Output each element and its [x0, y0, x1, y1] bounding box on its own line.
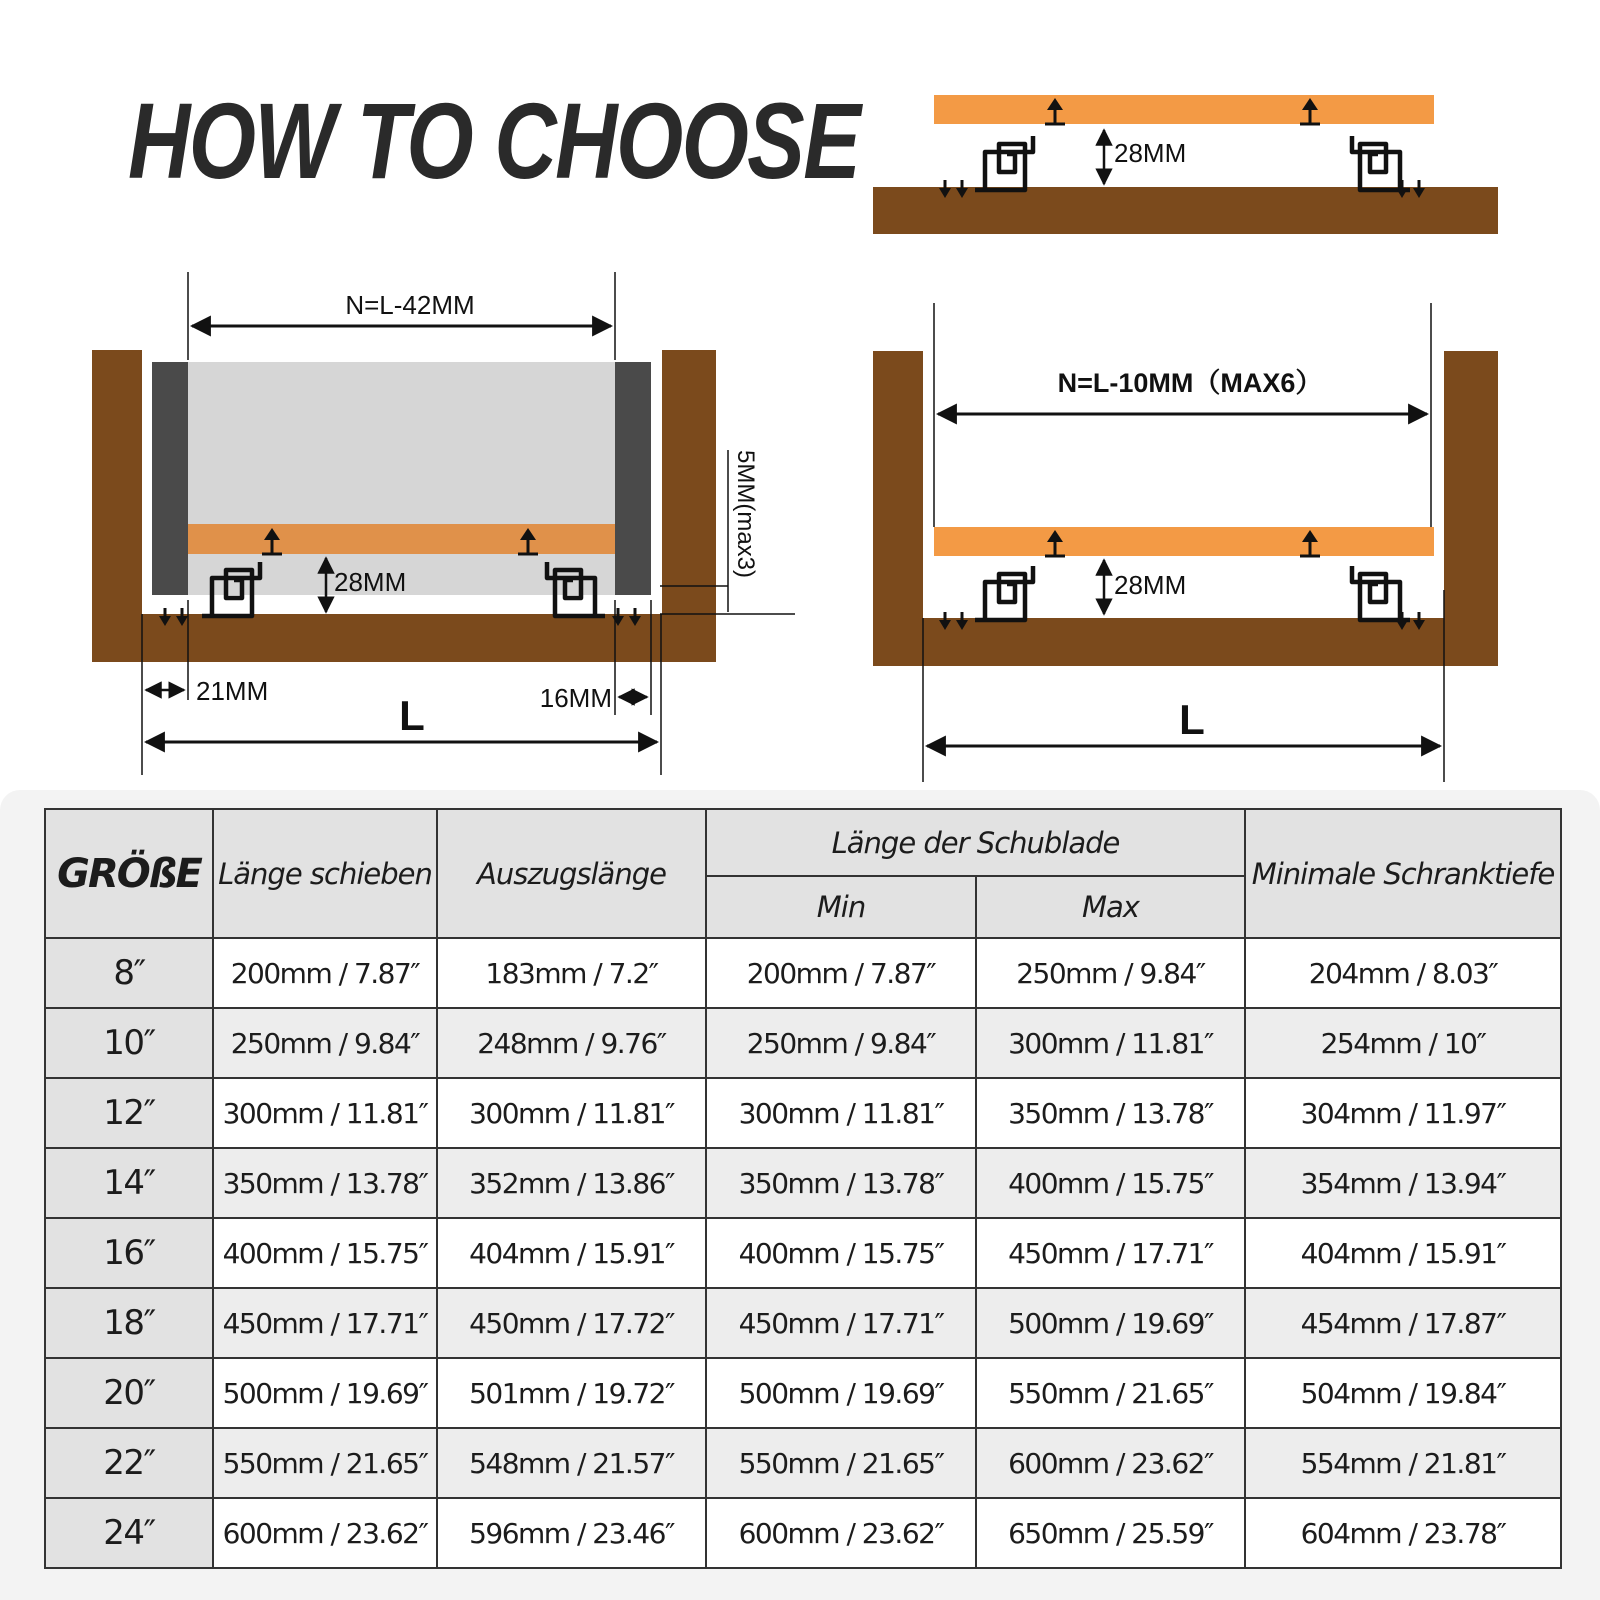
drawer-min-cell: 300mm / 11.81″: [706, 1078, 976, 1148]
drawer-min-cell: 600mm / 23.62″: [706, 1498, 976, 1568]
cabinet-depth-cell: 554mm / 21.81″: [1245, 1428, 1561, 1498]
header-max: Max: [976, 876, 1245, 938]
size-cell: 16″: [45, 1218, 213, 1288]
formula-label: N=L-42MM: [345, 290, 475, 320]
drawer-max-cell: 300mm / 11.81″: [976, 1008, 1245, 1078]
drawer-max-cell: 500mm / 19.69″: [976, 1288, 1245, 1358]
size-table: [44, 808, 1562, 1569]
table-row: [45, 1288, 1561, 1358]
slide-rail-icon: [1352, 566, 1410, 620]
length-label: L: [1179, 696, 1205, 743]
drawer-min-cell: 450mm / 17.71″: [706, 1288, 976, 1358]
cabinet-depth-cell: 454mm / 17.87″: [1245, 1288, 1561, 1358]
side-mount-diagram: [92, 272, 795, 775]
top-mount-diagram: [873, 95, 1498, 234]
size-cell: 18″: [45, 1288, 213, 1358]
extension-length-cell: 404mm / 15.91″: [437, 1218, 706, 1288]
header-drawer-length: Länge der Schublade: [706, 809, 1245, 876]
size-cell: 8″: [45, 938, 213, 1008]
cabinet-depth-cell: 604mm / 23.78″: [1245, 1498, 1561, 1568]
drawer-max-cell: 650mm / 25.59″: [976, 1498, 1245, 1568]
side-panel-right: [615, 362, 651, 595]
table-row: [45, 1148, 1561, 1218]
drawer-min-cell: 250mm / 9.84″: [706, 1008, 976, 1078]
drawer-max-cell: 350mm / 13.78″: [976, 1078, 1245, 1148]
cabinet-depth-cell: 504mm / 19.84″: [1245, 1358, 1561, 1428]
drawer-board: [934, 95, 1434, 124]
slide-length-cell: 300mm / 11.81″: [213, 1078, 437, 1148]
length-label: L: [399, 692, 425, 739]
drawer-max-cell: 600mm / 23.62″: [976, 1428, 1245, 1498]
extension-length-cell: 183mm / 7.2″: [437, 938, 706, 1008]
table-row: [45, 1428, 1561, 1498]
extension-length-cell: 450mm / 17.72″: [437, 1288, 706, 1358]
slide-length-cell: 500mm / 19.69″: [213, 1358, 437, 1428]
extension-length-cell: 300mm / 11.81″: [437, 1078, 706, 1148]
drawer-max-cell: 450mm / 17.71″: [976, 1218, 1245, 1288]
right-gap-label: 16MM: [539, 683, 612, 713]
left-gap-label: 21MM: [196, 676, 269, 706]
drawer-min-cell: 400mm / 15.75″: [706, 1218, 976, 1288]
header-min: Min: [706, 876, 976, 938]
drawer-board: [188, 524, 615, 554]
table-row: [45, 1218, 1561, 1288]
size-cell: 10″: [45, 1008, 213, 1078]
height-label: 28MM: [334, 567, 407, 597]
installation-diagrams: [0, 0, 1600, 790]
table-row: [45, 1498, 1561, 1568]
slide-length-cell: 250mm / 9.84″: [213, 1008, 437, 1078]
height-label: 28MM: [1114, 570, 1187, 600]
header-size: GRÖßE: [45, 809, 213, 938]
slide-length-cell: 450mm / 17.71″: [213, 1288, 437, 1358]
vertical-label: 5MM(max3): [732, 450, 759, 579]
cabinet-depth-cell: 304mm / 11.97″: [1245, 1078, 1561, 1148]
size-cell: 22″: [45, 1428, 213, 1498]
slide-length-cell: 600mm / 23.62″: [213, 1498, 437, 1568]
formula-label: N=L-10MM（MAX6）: [1057, 368, 1323, 398]
header-extension-length: Auszugslänge: [437, 809, 706, 938]
size-cell: 20″: [45, 1358, 213, 1428]
drawer-min-cell: 200mm / 7.87″: [706, 938, 976, 1008]
slide-length-cell: 550mm / 21.65″: [213, 1428, 437, 1498]
bottom-mount-diagram: [873, 303, 1498, 782]
drawer-min-cell: 500mm / 19.69″: [706, 1358, 976, 1428]
drawer-max-cell: 550mm / 21.65″: [976, 1358, 1245, 1428]
slide-length-cell: 200mm / 7.87″: [213, 938, 437, 1008]
side-panel-left: [152, 362, 188, 595]
drawer-min-cell: 350mm / 13.78″: [706, 1148, 976, 1218]
size-cell: 24″: [45, 1498, 213, 1568]
table-row: [45, 938, 1561, 1008]
table-row: [45, 1078, 1561, 1148]
slide-length-cell: 400mm / 15.75″: [213, 1218, 437, 1288]
cabinet-depth-cell: 354mm / 13.94″: [1245, 1148, 1561, 1218]
extension-length-cell: 596mm / 23.46″: [437, 1498, 706, 1568]
extension-length-cell: 548mm / 21.57″: [437, 1428, 706, 1498]
slide-rail-icon: [975, 566, 1033, 620]
height-label: 28MM: [1114, 138, 1187, 168]
cabinet-depth-cell: 254mm / 10″: [1245, 1008, 1561, 1078]
header-cabinet-depth: Minimale Schranktiefe: [1245, 809, 1561, 938]
drawer-box: [188, 362, 615, 595]
page-title: HOW TO CHOOSE: [128, 80, 860, 201]
drawer-max-cell: 400mm / 15.75″: [976, 1148, 1245, 1218]
table-row: [45, 1008, 1561, 1078]
cabinet-bottom: [92, 614, 716, 662]
table-row: [45, 1358, 1561, 1428]
slide-rail-icon: [975, 136, 1033, 190]
header-slide-length: Länge schieben: [213, 809, 437, 938]
extension-length-cell: 248mm / 9.76″: [437, 1008, 706, 1078]
drawer-board: [934, 527, 1434, 556]
size-cell: 14″: [45, 1148, 213, 1218]
drawer-max-cell: 250mm / 9.84″: [976, 938, 1245, 1008]
slide-length-cell: 350mm / 13.78″: [213, 1148, 437, 1218]
cabinet-depth-cell: 404mm / 15.91″: [1245, 1218, 1561, 1288]
drawer-min-cell: 550mm / 21.65″: [706, 1428, 976, 1498]
extension-length-cell: 501mm / 19.72″: [437, 1358, 706, 1428]
cabinet-depth-cell: 204mm / 8.03″: [1245, 938, 1561, 1008]
extension-length-cell: 352mm / 13.86″: [437, 1148, 706, 1218]
size-cell: 12″: [45, 1078, 213, 1148]
